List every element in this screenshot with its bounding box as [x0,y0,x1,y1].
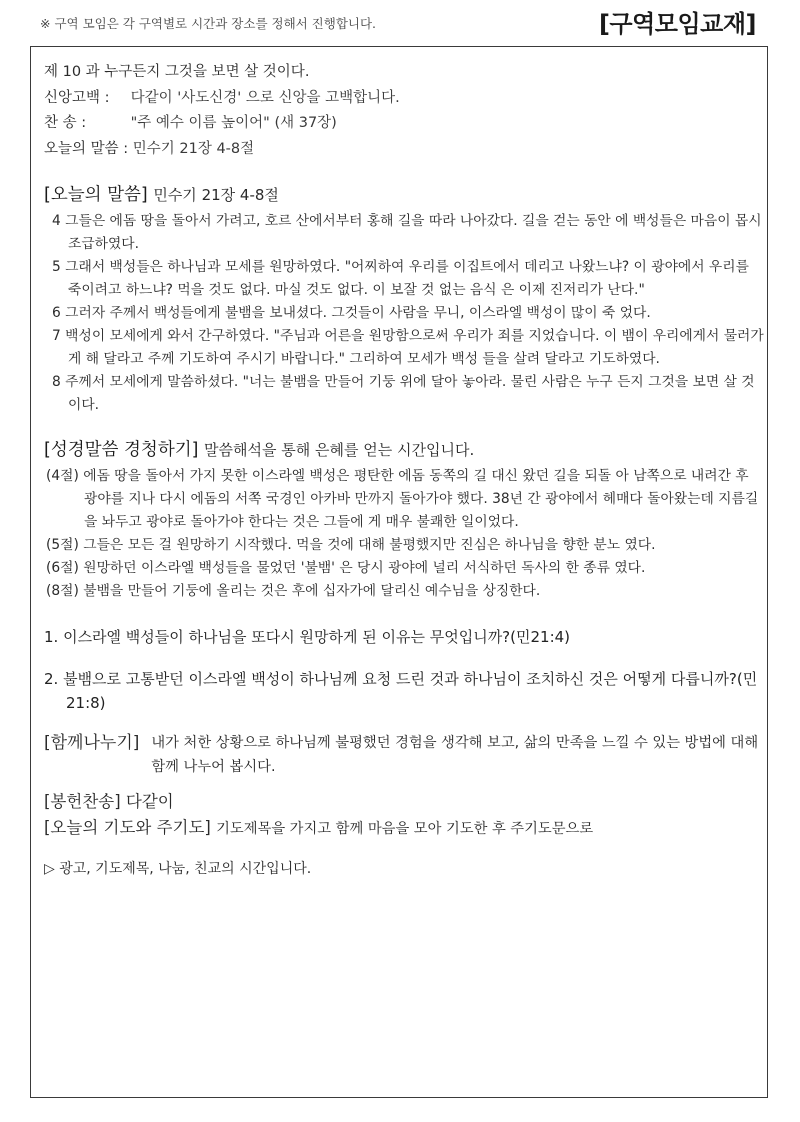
commentary-verse-8: (8절) 불뱀을 만들어 기둥에 올리는 것은 후에 십자가에 달리신 예수님을 상징한다. [46,583,541,599]
hymn-label: 찬 송 : [44,115,87,131]
word-row [44,137,766,163]
footer-note: ▷ 광고, 기도제목, 나눔, 친교의 시간입니다. [44,861,312,877]
sharing-heading: [함께나누기] [44,733,140,753]
word-value: 민수기 21장 4-8절 [132,140,255,157]
prayer-section [44,815,766,842]
commentary-verse-6: (6절) 원망하던 이스라엘 백성들을 물었던 '불뱀' 은 당시 광야에 널리 서식하던 독사의 한 종류 였다. [46,560,646,576]
lesson-title: 제 10 과 누구든지 그것을 보면 살 것이다. [44,64,310,80]
material-brand-title: [구역모임교재] [598,10,756,38]
commentary-verse-4: (4절) 에돔 땅을 돌아서 가지 못한 이스라엘 백성은 평탄한 에돔 동쪽의 길 대신 왔던 길을 되돌 아 남쪽으로 내려간 후 광야를 지나 다시 에돔의 서쪽 국경인 아카바 만까지 돌아가야 했다. 38년 간 광야에서 헤매다 돌아왔는데 지름길을 놔두고 광야로 돌아가야 한다는 것은 그들에 게 매우 불쾌한 일이었다. [46,468,759,530]
prayer-heading: [오늘의 기도와 주기도] [44,818,211,837]
word-label: 오늘의 말씀 : [44,140,129,157]
study-subtitle: 말씀해석을 통해 은혜를 얻는 시간입니다. [204,441,475,459]
commentary-verse-5: (5절) 그들은 모든 걸 원망하기 시작했다. 먹을 것에 대해 불평했지만 진심은 하나님을 향한 분노 였다. [46,537,656,553]
lesson-intro [44,60,766,162]
creed-row [44,86,766,112]
study-heading-label: [성경말씀 경청하기] [44,440,199,460]
hymn-value: "주 예수 이름 높이어" (새 37장) [130,115,337,131]
offering-section [44,789,766,815]
hymn-row [44,111,766,137]
offering-heading: [봉헌찬송] [44,792,121,811]
study-heading [44,437,766,463]
question-2: 2. 불뱀으로 고통받던 이스라엘 백성이 하나님께 요청 드린 것과 하나님이 조치하신 것은 어떻게 다릅니까?(민21:8) [44,670,758,712]
creed-label: 신앙고백 : [44,89,110,106]
offering-text: 다같이 [125,792,174,811]
scripture-heading [44,182,766,208]
sharing-text: 내가 처한 상황으로 하나님께 불평했던 경험을 생각해 보고, 삶의 만족을 느낄 수 있는 방법에 대해 함께 나누어 봅시다. [151,735,759,775]
verse-5: 5 그래서 백성들은 하나님과 모세를 원망하였다. "어찌하여 우리를 이집트에서 데리고 나왔느냐? 이 광야에서 우리를 죽이려고 하느냐? 먹을 것도 없다. 마실 것도 없다. 이 보잘 것 없는 음식 은 이제 진저리가 난다." [52,259,749,298]
verse-4: 4 그들은 에돔 땅을 돌아서 가려고, 호르 산에서부터 홍해 길을 따라 나아갔다. 길을 걷는 동안 에 백성들은 마음이 몹시 조급하였다. [52,213,762,252]
lesson-content [44,60,766,878]
scripture-reference: 민수기 21장 4-8절 [153,186,279,204]
verse-8: 8 주께서 모세에게 말씀하셨다. "너는 불뱀을 만들어 기둥 위에 달아 놓아라. 물린 사람은 누구 든지 그것을 보면 살 것이다. [52,374,755,413]
question-1: 1. 이스라엘 백성들이 하나님을 또다시 원망하게 된 이유는 무엇입니까?(민21:4) [44,628,571,646]
scripture-heading-label: [오늘의 말씀] [44,185,148,205]
verse-6: 6 그러자 주께서 백성들에게 불뱀을 보내셨다. 그것들이 사람을 무니, 이스라엘 백성이 많이 죽 었다. [52,305,651,321]
creed-value: 다같이 '사도신경' 으로 신앙을 고백합니다. [130,89,400,106]
verse-7: 7 백성이 모세에게 와서 간구하였다. "주님과 어른을 원망함으로써 우리가 죄를 지었습니다. 이 뱀이 우리에게서 물러가게 해 달라고 주께 기도하여 주시기 바랍니다." 그리하여 모세가 백성 들을 살려 달라고 기도하였다. [52,328,764,367]
header-note: ※ 구역 모임은 각 구역별로 시간과 장소를 정해서 진행합니다. [40,16,377,31]
prayer-text: 기도제목을 가지고 함께 마음을 모아 기도한 후 주기도문으로 [216,821,594,837]
sharing-section [44,731,766,779]
